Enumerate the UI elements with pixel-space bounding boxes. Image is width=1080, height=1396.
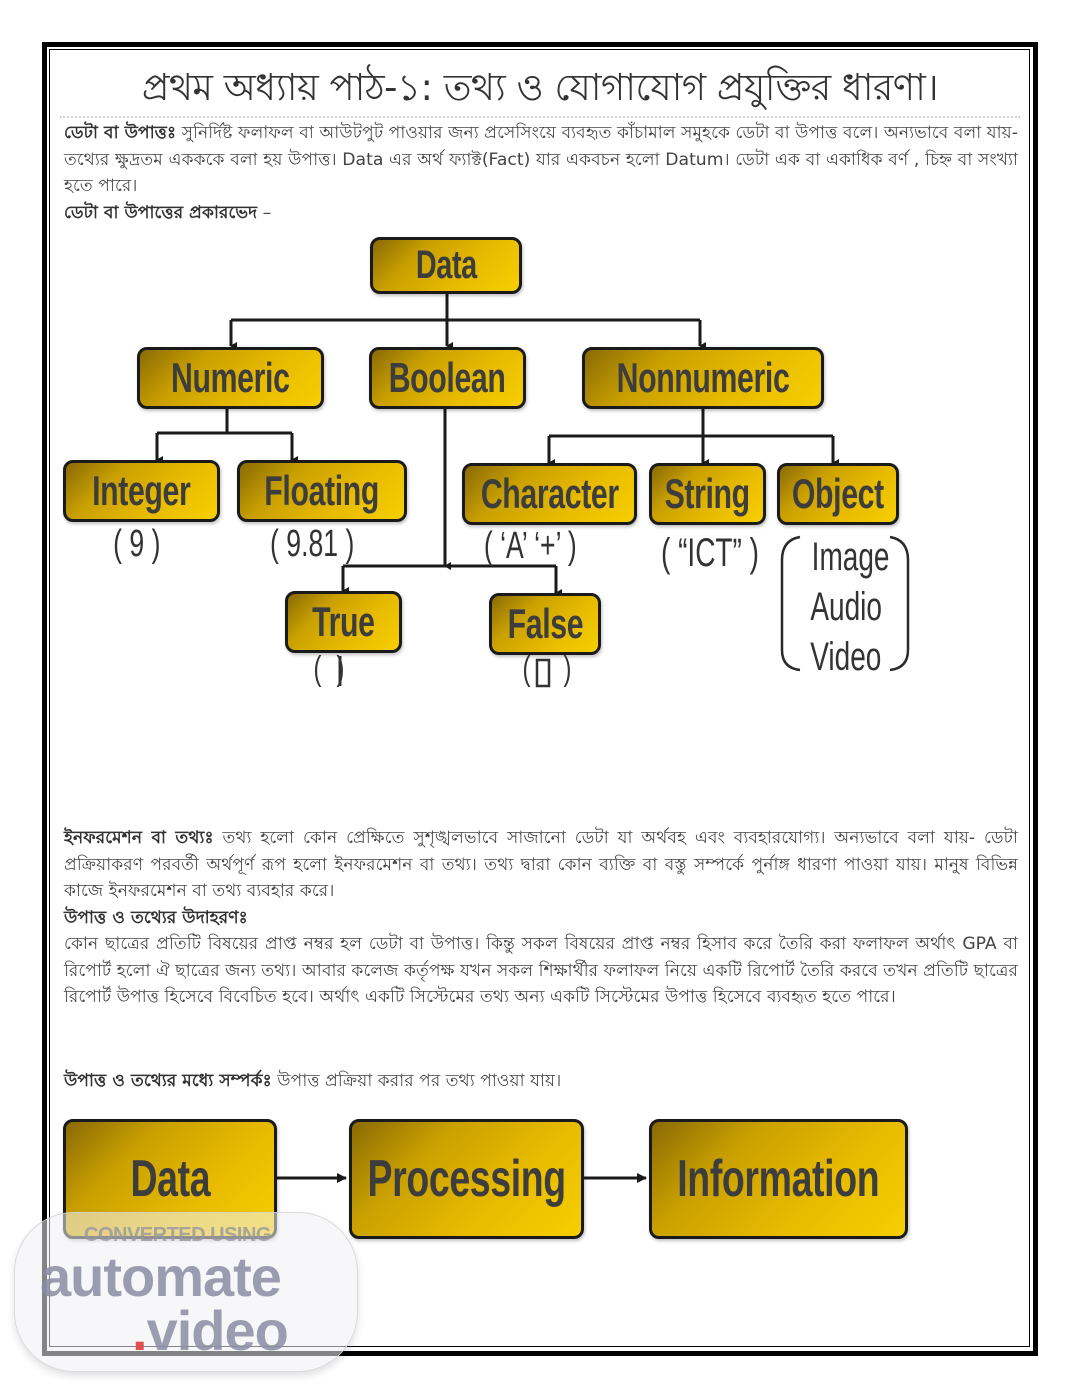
flow-step-data-label: Data <box>130 1150 210 1208</box>
types-dash: – <box>262 203 272 223</box>
information-definition-paragraph <box>64 825 1018 905</box>
node-character-label: Character <box>480 470 619 517</box>
object-example-video: Video <box>810 635 882 679</box>
node-boolean-label: Boolean <box>389 354 506 401</box>
watermark-video <box>132 1298 288 1363</box>
node-false <box>489 593 601 655</box>
node-data-label: Data <box>415 243 477 287</box>
watermark-automate: automate <box>40 1245 281 1308</box>
node-numeric-label: Numeric <box>171 354 290 401</box>
relation-body: উপাত্ত প্রক্রিয়া করার পর তথ্য পাওয়া যায়। <box>277 1071 562 1091</box>
node-integer <box>63 460 220 522</box>
floating-example: ( 9.81 ) <box>270 523 355 565</box>
types-heading: ডেটা বা উপাত্তের প্রকারভেদ <box>64 203 258 223</box>
string-example: ( “ICT” ) <box>660 531 759 575</box>
node-true-label: True <box>312 598 375 645</box>
node-nonnumeric-label: Nonnumeric <box>616 354 790 401</box>
node-integer-label: Integer <box>92 467 191 514</box>
flow-step-processing-label: Processing <box>367 1150 566 1208</box>
flow-step-information-label: Information <box>677 1150 880 1208</box>
character-example: ( ‘A’ ‘+’ ) <box>483 525 577 567</box>
integer-example: ( 9 ) <box>113 523 161 565</box>
example-body: কোন ছাত্রের প্রতিটি বিষয়ের প্রাপ্ত নম্বর হল ডেটা বা উপাত্ত। কিন্তু সকল বিষয়ের প্রাপ্ত নম্বর হিসাব করে তৈরি করা ফলাফল অর্থাৎ GPA বা রিপোর্ট হলো ঐ ছাত্রের জন্য তথ্য। আবার কলেজ কর্তৃপক্ষ যখন সকল শিক্ষার্থীর ফলাফল নিয়ে একটি রিপোর্ট তৈরি করবে তখন প্রতিটি ছাত্রের রিপোর্ট উপাত্ত হিসেবে বিবেচিত হবে। অর্থাৎ একটি সিস্টেমের তথ্য অন্য একটি সিস্টেমের উপাত্ত হিসেবে ব্যবহৃত হতে পারে। <box>64 934 1018 1007</box>
node-boolean <box>369 347 526 409</box>
watermark-dot: . <box>132 1299 147 1362</box>
node-object <box>777 463 899 525</box>
data-definition-heading: ডেটা বা উপাত্তঃ <box>64 123 177 143</box>
information-definition-heading: ইনফরমেশন বা তথ্যঃ <box>64 828 214 848</box>
watermark-converted-using: CONVERTED USING <box>84 1224 271 1246</box>
node-numeric <box>137 347 324 409</box>
node-true <box>285 591 402 653</box>
object-examples-list <box>795 532 895 682</box>
node-floating <box>237 460 407 522</box>
page-title: প্রথম অধ্যায় পাঠ-১: তথ্য ও যোগাযোগ প্রযুক্তির ধারণা। <box>141 66 939 109</box>
flow-step-processing <box>349 1119 584 1239</box>
flow-step-information <box>649 1119 908 1239</box>
node-nonnumeric <box>582 347 824 409</box>
node-string <box>649 463 766 525</box>
information-definition-body: তথ্য হলো কোন প্রেক্ষিতে সুশৃঙ্খলভাবে সাজানো ডেটা যা অর্থবহ এবং ব্যবহারযোগ্য। অন্যভাবে বলা যায়- ডেটা প্রক্রিয়াকরণ পরবর্তী অর্থপূর্ণ রূপ হলো ইনফরমেশন বা তথ্য। তথ্য দ্বারা কোন ব্যক্তি বা বস্তু সম্পর্কে পুর্নাঙ্গ ধারণা পাওয়া যায়। মানুষ বিভিন্ন কাজে ইনফরমেশন বা তথ্য ব্যবহার করে। <box>64 828 1018 901</box>
node-false-label: False <box>507 600 583 647</box>
example-heading: উপাত্ত ও তথ্যের উদাহরণঃ <box>64 908 248 928</box>
true-example: ( ) <box>313 650 349 688</box>
node-floating-label: Floating <box>264 467 380 514</box>
relation-heading: উপাত্ত ও তথ্যের মধ্যে সম্পর্কঃ <box>64 1071 272 1091</box>
false-example-brackets: ( ) <box>522 650 572 688</box>
node-data <box>370 237 522 294</box>
node-character <box>462 463 637 525</box>
node-object-label: Object <box>792 470 884 517</box>
object-example-audio: Audio <box>810 585 882 629</box>
data-definition-body: সুনির্দিষ্ট ফলাফল বা আউটপুট পাওয়ার জন্য প্রসেসিংয়ে ব্যবহৃত কাঁচামাল সমুহকে ডেটা বা উপাত্ত বলে। অন্যভাবে বলা যায়- তথ্যের ক্ষুদ্রতম একককে বলা হয় উপাত্ত। Data এর অর্থ ফ্যাক্ট(Fact) যার একবচন হলো Datum। ডেটা এক বা একাধিক বর্ণ , চিহ্ন বা সংখ্যা হতে পারে। <box>64 123 1018 196</box>
watermark-video-text: video <box>146 1299 288 1362</box>
relation-paragraph <box>64 1068 1018 1095</box>
object-example-image: Image <box>811 535 890 579</box>
node-string-label: String <box>664 470 751 517</box>
